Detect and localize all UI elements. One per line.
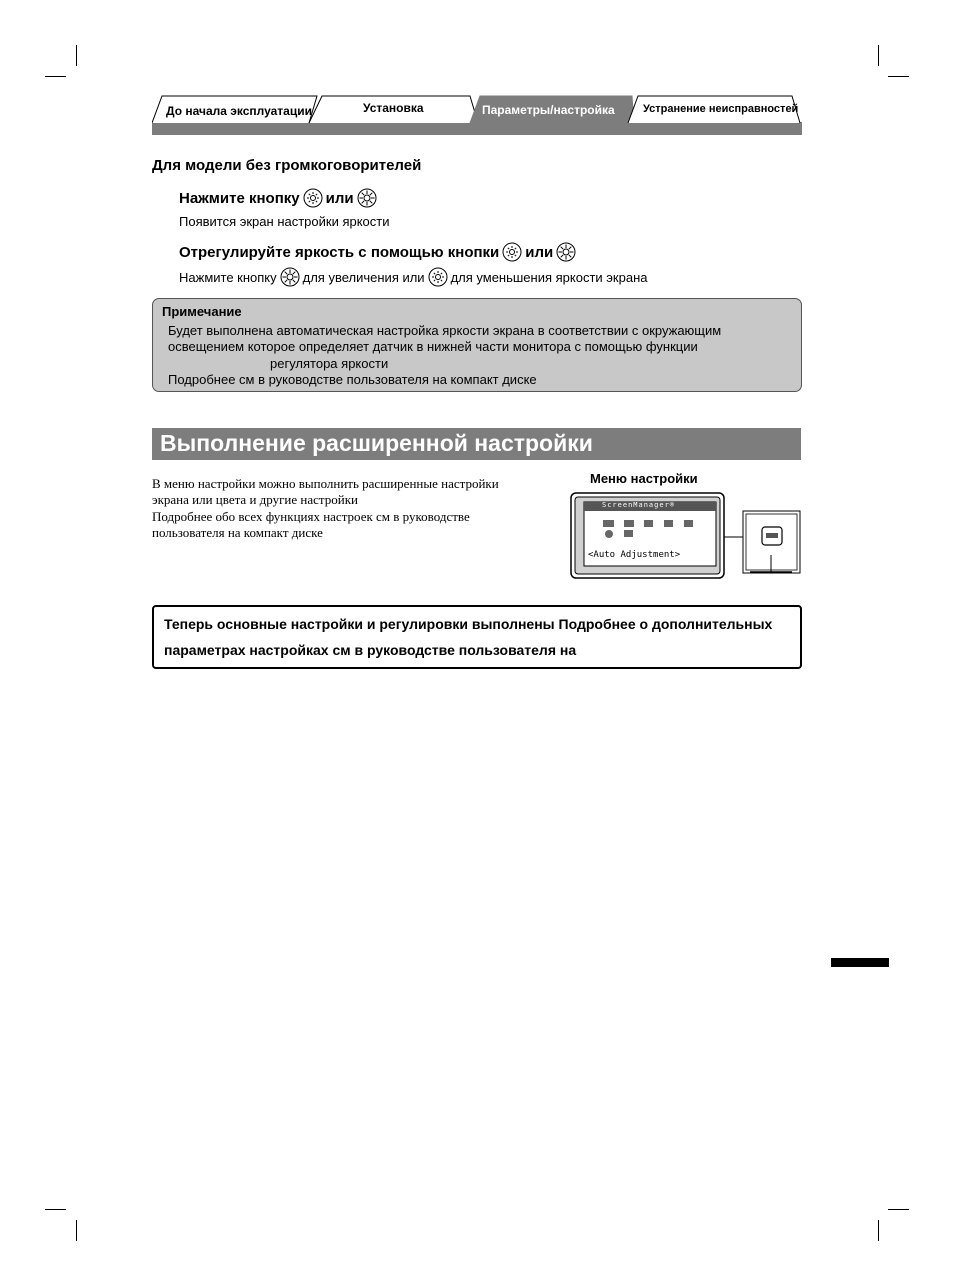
step1-title-or: или [325,189,354,207]
crop-mark [878,1220,879,1241]
step2-desc-suffix: для уменьшения яркости экрана [450,269,648,285]
advanced-paragraph-line: Подробнее обо всех функциях настроек см в руководстве [152,509,470,524]
note-line: Будет выполнена автоматическая настройка яркости экрана в соответствии с окружающим [168,323,722,338]
section-title: Выполнение расширенной настройки [160,430,593,456]
step1-desc: Появится экран настройки яркости [179,214,390,229]
summary-line: параметрах настройках см в руководстве пользователя на [164,642,577,658]
crop-mark [45,1209,66,1210]
note-line: Подробнее см в руководстве пользователя на компакт диске [168,372,537,387]
chapter-tab-bar [152,94,802,136]
figure-caption: Меню настройки [590,471,698,486]
setup-menu-illustration [570,492,802,580]
note-line: освещением которое определяет датчик в нижней части монитора с помощью функции [168,339,698,354]
section-heading: Для модели без громкоговорителей [152,157,422,174]
step2-title [179,242,576,262]
language-index-marker [831,958,889,967]
tab-installation[interactable]: Установка [363,101,424,115]
step2-title-prefix: Отрегулируйте яркость с помощью кнопки [179,243,500,261]
note-line: регулятора яркости [270,356,389,371]
sun-up-icon [556,242,576,262]
sun-down-icon [502,242,522,262]
step1-title-prefix: Нажмите кнопку [179,189,300,207]
step1-title [179,188,377,208]
crop-mark [888,76,909,77]
step2-title-or: или [525,243,554,261]
summary-box [152,605,802,669]
crop-mark [45,76,66,77]
crop-mark [878,45,879,66]
note-title: Примечание [162,304,242,319]
sun-up-icon [357,188,377,208]
tab-before-use[interactable]: До начала эксплуатации [166,104,312,118]
screen-manager-title: ScreenManager® [602,501,676,509]
crop-mark [76,1220,77,1241]
crop-mark [76,45,77,66]
step2-desc-mid: для увеличения или [302,269,425,285]
section-title-bar [152,428,801,460]
sun-up-icon [280,267,300,287]
auto-adjustment-item: <Auto Adjustment> [588,550,681,560]
advanced-paragraph-line: В меню настройки можно выполнить расширенные настройки [152,476,499,491]
tab-settings[interactable]: Параметры/настройка [482,103,615,117]
tab-troubleshooting[interactable]: Устранение неисправностей [643,103,799,115]
summary-line: Теперь основные настройки и регулировки выполнены Подробнее о дополнительных [164,616,773,632]
sun-down-icon [428,267,448,287]
note-box [152,298,802,392]
advanced-paragraph-line: пользователя на компакт диске [152,525,323,540]
step2-desc-prefix: Нажмите кнопку [179,269,277,285]
step2-desc [179,267,647,287]
sun-down-icon [303,188,323,208]
crop-mark [888,1209,909,1210]
advanced-paragraph-line: экрана или цвета и другие настройки [152,492,358,507]
